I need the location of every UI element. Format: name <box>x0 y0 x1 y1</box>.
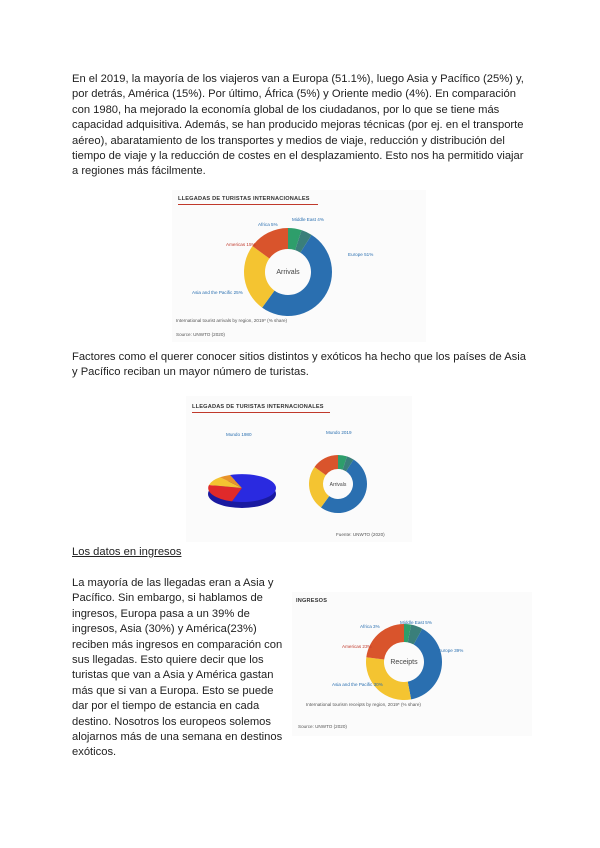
label-middle-east: Middle East 4% <box>292 217 324 222</box>
figure-3-title: INGRESOS <box>296 598 328 604</box>
figure-arrivals-donut <box>172 190 426 342</box>
pie-1980 <box>208 474 276 508</box>
figure-2-chart <box>186 396 412 542</box>
receipts-label-africa: Africa 3% <box>360 624 380 629</box>
figure-3-source: Source: UNWTO (2020) <box>298 724 347 729</box>
receipts-label-middle-east: Middle East 5% <box>400 620 432 625</box>
figure-1-source: Source: UNWTO (2020) <box>176 332 225 337</box>
donut-3-center-label: Receipts <box>390 659 418 666</box>
label-europe: Europe 51% <box>348 252 374 257</box>
paragraph-asia-factors: Factores como el querer conocer sitios distintos y exóticos ha hecho que los países de Asia y Pacífico reciban un mayor número de turistas. <box>72 351 526 379</box>
figure-2-title: LLEGADAS DE TURISTAS INTERNACIONALES <box>192 404 324 410</box>
figure-2-source: Fuente: UNWTO (2020) <box>336 532 385 537</box>
section-heading-ingresos: Los datos en ingresos <box>72 546 182 558</box>
donut-1-center-label: Arrivals <box>276 269 300 276</box>
figure-3-chart <box>292 592 532 736</box>
label-asia: Asia and the Pacific 25% <box>192 290 243 295</box>
figure-arrivals-comparison <box>186 396 412 542</box>
receipts-label-americas: Americas 23% <box>342 644 372 649</box>
figure-1-title: LLEGADAS DE TURISTAS INTERNACIONALES <box>178 196 310 202</box>
receipts-label-asia: Asia and the Pacific 30% <box>332 682 383 687</box>
figure-3-caption: International tourism receipts by region, 2019* (% share) <box>306 702 421 707</box>
figure-receipts-donut <box>292 592 532 736</box>
figure-2-right-title: Mundo 2019 <box>326 430 352 435</box>
figure-2-left-title: Mundo 1980 <box>226 432 252 437</box>
label-americas: Americas 15% <box>226 242 256 247</box>
figure-1-caption: International tourist arrivals by region, 2019* (% share) <box>176 318 288 323</box>
paragraph-arrivals-2019: En el 2019, la mayoría de los viajeros van a Europa (51.1%), luego Asia y Pacífico (25%) y, por detrás, América (15%). Por último, África (5%) y Oriente medio (4%). En comparación con 1980, ha mejorado la economía global de los ciudadanos, por lo que se tiene más capacidad adquisitiva. Además, se han producido mejoras técnicas (por ej. en el transporte aéreo), abaratamiento de los transportes y medios de viaje, reducción y distribución del tiempo de viaje y la reducción de costes en el desplazamiento. Esto nos ha permitido viajar a regiones más fácilmente. <box>72 73 524 178</box>
donut-2-center-label: Arrivals <box>329 482 347 488</box>
figure-1-chart <box>172 190 426 342</box>
receipts-slice-americas <box>366 624 404 659</box>
paragraph-receipts: La mayoría de las llegadas eran a Asia y Pacífico. Sin embargo, si hablamos de ingresos, Europa pasa a un 39% de ingresos, Asia (30%) y América(23%) reciben más ingresos en comparación con sus llegadas. Esto quiere decir que los turistas que van a Asia y América gastan más que si van a Europa. Esto se puede dar por el tiempo de estancia en cada destino. Nosotros los europeos solemos alojarnos más de una semana en destinos exóticos. <box>72 577 283 759</box>
receipts-label-europe: Europe 39% <box>438 648 464 653</box>
label-africa: Africa 5% <box>258 222 278 227</box>
